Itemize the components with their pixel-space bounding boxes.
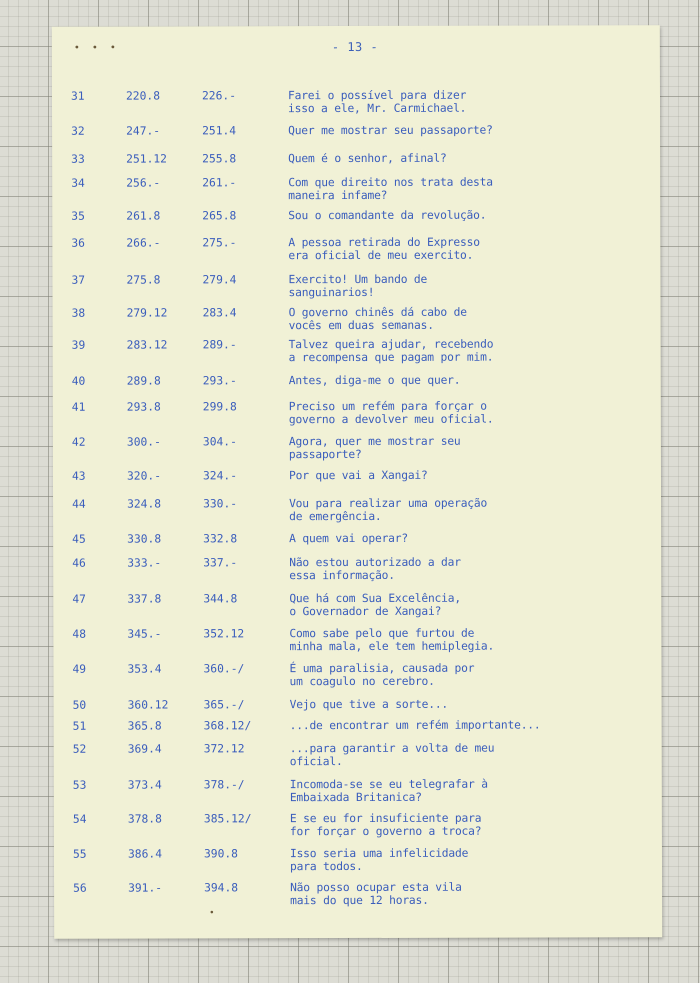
row-number: 37 — [71, 273, 86, 287]
row-number: 54 — [72, 812, 87, 826]
subtitle-row — [54, 718, 662, 733]
subtitle-text: Sou o comandante da revolução. — [288, 208, 487, 223]
timecode-out: 365.-/ — [203, 698, 245, 712]
timecode-out: 394.8 — [204, 881, 239, 895]
row-number: 35 — [71, 209, 85, 223]
timecode-out: 226.- — [201, 89, 237, 103]
subtitle-text: Quer me mostrar seu passaporte? — [288, 123, 493, 138]
subtitle-row — [52, 175, 660, 203]
timecode-out: 265.8 — [202, 209, 237, 223]
timecode-in: 256.- — [126, 176, 161, 190]
timecode-out: 304.- — [202, 435, 237, 449]
row-number: 34 — [71, 176, 85, 190]
subtitle-row — [52, 123, 660, 138]
subtitle-text: Vejo que tive a sorte... — [289, 697, 449, 712]
timecode-out: 344.8 — [203, 592, 238, 606]
timecode-out: 337.- — [203, 556, 238, 570]
subtitle-row — [52, 272, 660, 300]
timecode-in: 330.8 — [127, 532, 162, 546]
timecode-in: 289.8 — [126, 374, 161, 388]
subtitle-text: Agora, quer me mostrar seu passaporte? — [288, 434, 461, 462]
row-number: 33 — [71, 152, 85, 166]
timecode-in: 337.8 — [127, 592, 162, 606]
timecode-in: 300.- — [126, 435, 161, 449]
timecode-in: 266.- — [126, 236, 161, 250]
timecode-in: 391.- — [128, 881, 163, 895]
timecode-out: 372.12 — [203, 742, 245, 756]
row-number: 50 — [72, 698, 87, 712]
ink-dots: ••• — [73, 42, 128, 54]
subtitle-row — [53, 399, 661, 427]
timecode-out: 330.- — [203, 497, 238, 511]
subtitle-text: Incomoda-se se eu telegrafar à Embaixada Britanica? — [289, 777, 488, 805]
subtitle-row — [52, 88, 660, 116]
row-number: 32 — [71, 124, 85, 138]
subtitle-row — [54, 697, 662, 712]
subtitle-text: Farei o possível para dizer isso a ele, Mr. Carmichael. — [287, 88, 467, 116]
timecode-in: 247.- — [126, 124, 161, 138]
timecode-in: 251.12 — [126, 152, 167, 166]
timecode-in: 353.4 — [127, 662, 162, 676]
row-number: 52 — [72, 742, 87, 756]
subtitle-text: E se eu for insuficiente para for forçar o governo a troca? — [289, 811, 482, 839]
subtitle-text: É uma paralisia, causada por um coagulo no cerebro. — [289, 661, 475, 689]
timecode-out: 368.12/ — [203, 719, 252, 733]
timecode-in: 220.8 — [125, 89, 161, 103]
timecode-out: 378.-/ — [203, 778, 245, 792]
subtitle-text: Quem é o senhor, afinal? — [288, 151, 447, 166]
timecode-out: 251.4 — [202, 124, 237, 138]
timecode-out: 283.4 — [202, 306, 237, 320]
subtitle-row — [54, 811, 662, 839]
timecode-in: 369.4 — [127, 742, 162, 756]
row-number: 41 — [71, 400, 86, 414]
typed-page — [52, 25, 662, 939]
subtitle-row — [52, 235, 660, 263]
row-number: 40 — [71, 374, 86, 388]
row-number: 44 — [72, 497, 86, 511]
timecode-in: 360.12 — [127, 698, 169, 712]
subtitle-text: Isso seria uma infelicidade para todos. — [289, 846, 469, 874]
timecode-in: 386.4 — [127, 847, 163, 861]
subtitle-row — [54, 846, 662, 874]
row-number: 31 — [70, 89, 85, 103]
timecode-in: 378.8 — [127, 812, 162, 826]
subtitle-row — [53, 531, 661, 546]
subtitle-text: Exercito! Um bando de sanguinarios! — [288, 272, 428, 300]
subtitle-text: A pessoa retirada do Expresso era oficial de meu exercito. — [288, 235, 480, 263]
subtitle-text: Com que direito nos trata desta maneira infame? — [288, 175, 493, 203]
subtitle-text: Que há com Sua Excelência, o Governador de Xangai? — [289, 591, 461, 619]
subtitle-row — [53, 555, 661, 583]
timecode-out: 279.4 — [202, 273, 237, 287]
timecode-out: 275.- — [202, 236, 237, 250]
row-number: 36 — [71, 236, 86, 250]
subtitle-list — [52, 25, 660, 908]
subtitle-text: Não estou autorizado a dar essa informação. — [289, 555, 461, 583]
subtitle-row — [54, 880, 662, 908]
row-number: 48 — [72, 627, 87, 641]
timecode-in: 283.12 — [126, 338, 168, 352]
row-number: 42 — [71, 435, 86, 449]
timecode-out: 255.8 — [202, 152, 237, 166]
subtitle-text: O governo chinês dá cabo de vocês em duas semanas. — [288, 305, 467, 333]
timecode-in: 324.8 — [127, 497, 162, 511]
row-number: 38 — [71, 306, 86, 320]
row-number: 56 — [73, 881, 87, 895]
row-number: 53 — [72, 778, 87, 792]
row-number: 43 — [71, 469, 86, 483]
timecode-out: 390.8 — [203, 847, 239, 861]
row-number: 39 — [71, 338, 86, 352]
subtitle-row — [52, 151, 660, 166]
timecode-in: 345.- — [127, 627, 162, 641]
row-number: 46 — [72, 556, 86, 570]
subtitle-text: Por que vai a Xangai? — [288, 468, 428, 483]
timecode-in: 261.8 — [126, 209, 161, 223]
subtitle-row — [53, 591, 661, 619]
timecode-out: 332.8 — [203, 532, 238, 546]
subtitle-text: ...para garantir a volta de meu oficial. — [289, 741, 495, 769]
timecode-out: 385.12/ — [203, 812, 252, 826]
subtitle-row — [53, 661, 661, 689]
timecode-out: 360.-/ — [203, 662, 245, 676]
row-number: 51 — [72, 719, 87, 733]
subtitle-text: Talvez queira ajudar, recebendo a recompensa que pagam por mim. — [288, 337, 494, 365]
subtitle-row — [52, 208, 660, 223]
subtitle-text: Preciso um refém para forçar o governo a devolver meu oficial. — [288, 399, 494, 427]
row-number: 47 — [72, 592, 86, 606]
timecode-out: 293.- — [202, 374, 237, 388]
subtitle-row — [54, 741, 662, 769]
subtitle-text: Antes, diga-me o que quer. — [288, 373, 461, 388]
ink-smudge: • — [209, 908, 215, 919]
timecode-out: 324.- — [202, 469, 238, 483]
timecode-in: 293.8 — [126, 400, 161, 414]
subtitle-row — [54, 777, 662, 805]
timecode-in: 279.12 — [126, 306, 168, 320]
subtitle-row — [53, 626, 661, 654]
timecode-in: 333.- — [127, 556, 162, 570]
row-number: 45 — [72, 532, 86, 546]
timecode-in: 320.- — [126, 469, 162, 483]
page-number: - 13 - — [331, 39, 379, 55]
row-number: 49 — [72, 662, 87, 676]
timecode-in: 275.8 — [126, 273, 161, 287]
timecode-in: 373.4 — [127, 778, 162, 792]
timecode-in: 365.8 — [127, 719, 162, 733]
subtitle-text: A quem vai operar? — [289, 531, 408, 546]
subtitle-text: Como sabe pelo que furtou de minha mala, ele tem hemiplegia. — [289, 626, 495, 654]
subtitle-text: ...de encontrar um refém importante... — [289, 718, 541, 733]
timecode-out: 352.12 — [203, 627, 245, 641]
subtitle-row — [53, 468, 661, 483]
row-number: 55 — [72, 847, 87, 861]
subtitle-row — [53, 305, 661, 333]
subtitle-row — [53, 496, 661, 524]
subtitle-text: Não posso ocupar esta vila mais do que 12 horas. — [290, 880, 462, 908]
timecode-out: 261.- — [202, 176, 237, 190]
timecode-out: 289.- — [202, 338, 237, 352]
subtitle-row — [53, 337, 661, 365]
subtitle-row — [53, 373, 661, 388]
subtitle-row — [53, 434, 661, 462]
subtitle-text: Vou para realizar uma operação de emergência. — [289, 496, 488, 524]
timecode-out: 299.8 — [202, 400, 237, 414]
